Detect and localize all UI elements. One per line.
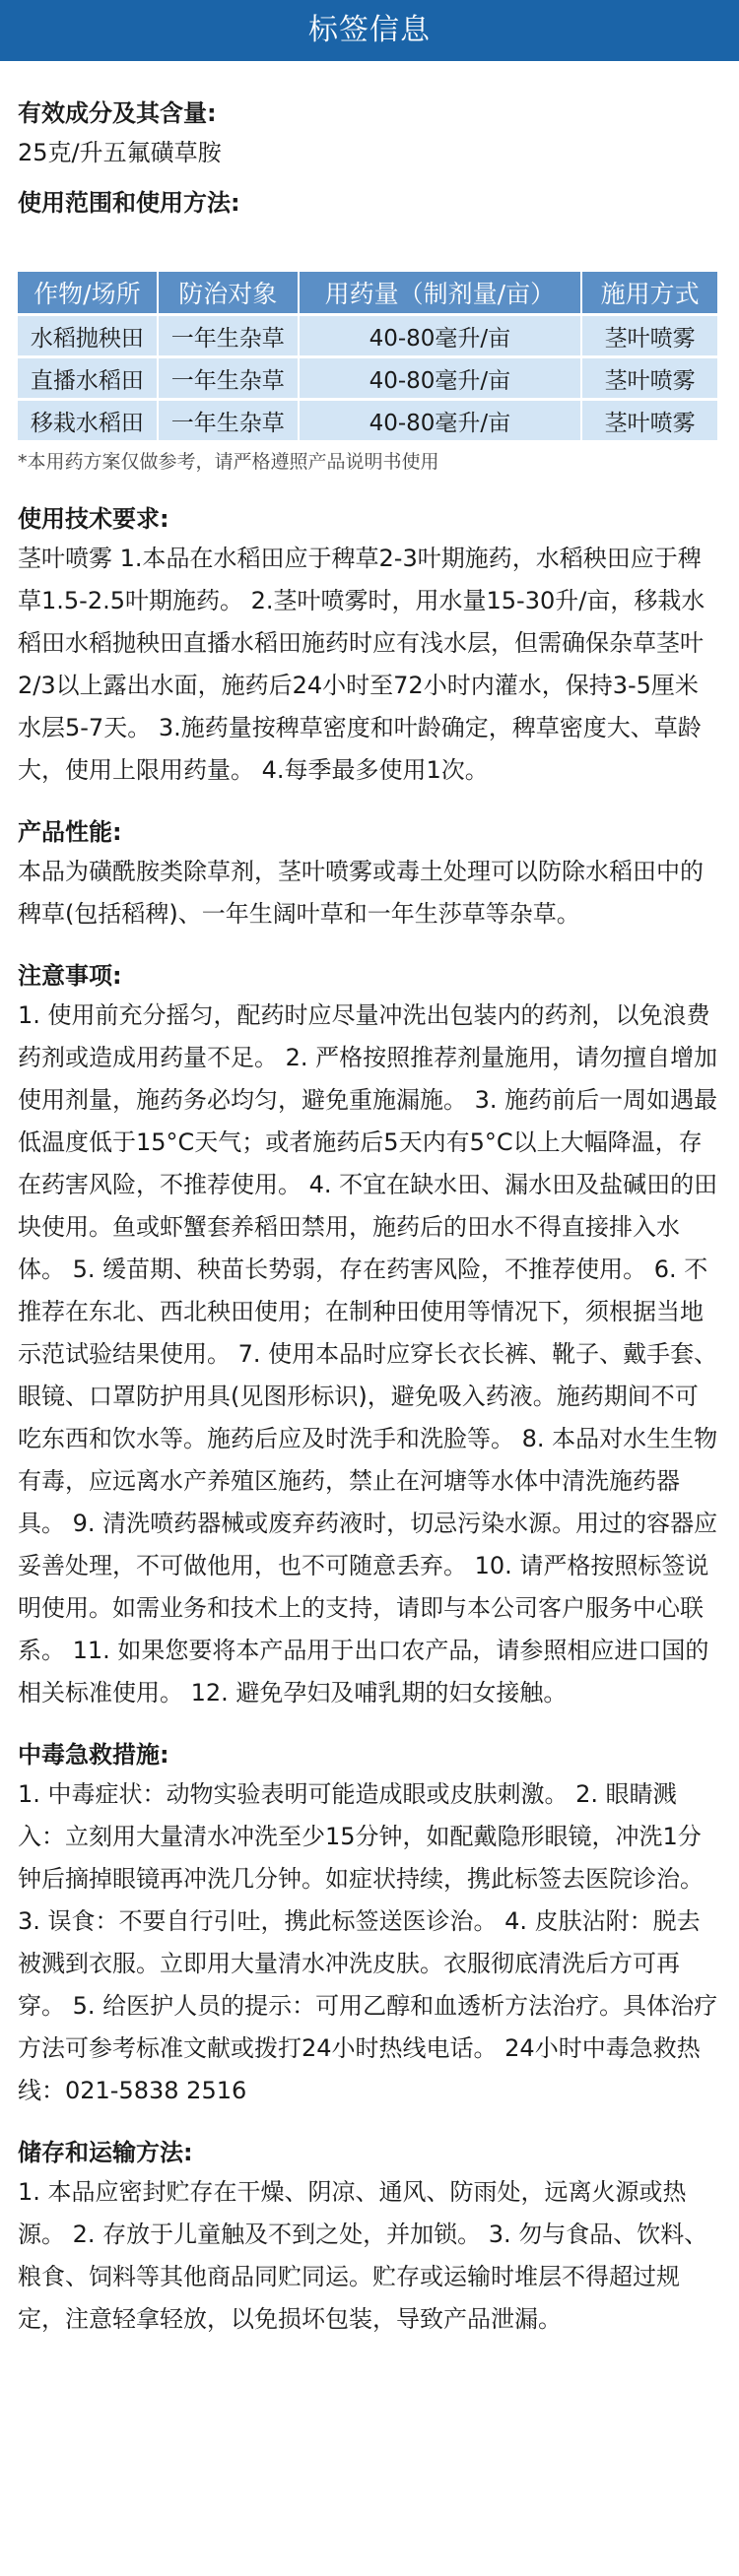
section-usage xyxy=(18,184,721,479)
performance-title: 产品性能: xyxy=(18,818,122,846)
table-cell-crop: 水稻抛秧田 xyxy=(18,316,157,355)
usage-title: 使用范围和使用方法: xyxy=(18,189,240,217)
precautions-title: 注意事项: xyxy=(18,962,122,990)
section-precautions xyxy=(18,957,721,1714)
table-cell-method: 茎叶喷雾 xyxy=(582,401,717,440)
table-cell-target: 一年生杂草 xyxy=(159,401,298,440)
label-content xyxy=(0,61,739,2341)
table-cell-dosage: 40-80毫升/亩 xyxy=(300,316,581,355)
column-header-dosage: 用药量（制剂量/亩） xyxy=(300,272,581,313)
table-cell-crop: 移栽水稻田 xyxy=(18,401,157,440)
usage-table xyxy=(16,269,719,443)
table-row xyxy=(18,401,717,440)
technique-title: 使用技术要求: xyxy=(18,505,169,533)
ingredient-title: 有效成分及其含量: xyxy=(18,99,217,127)
section-first-aid xyxy=(18,1736,721,2112)
table-cell-method: 茎叶喷雾 xyxy=(582,358,717,398)
table-cell-target: 一年生杂草 xyxy=(159,358,298,398)
header-title: 标签信息 xyxy=(308,13,431,47)
usage-note: *本用药方案仅做参考，请严格遵照产品说明书使用 xyxy=(18,451,439,473)
table-cell-dosage: 40-80毫升/亩 xyxy=(300,401,581,440)
storage-title: 储存和运输方法: xyxy=(18,2139,193,2166)
ingredient-value: 25克/升五氟磺草胺 xyxy=(18,139,222,166)
column-header-target: 防治对象 xyxy=(159,272,298,313)
precautions-text: 1. 使用前充分摇匀，配药时应尽量冲洗出包装内的药剂，以免浪费药剂或造成用药量不足。 2. 严格按照推荐剂量施用，请勿擅自增加使用剂量，施药务必均匀，避免重施漏施。 3. 施药前后一周如遇最低温度低于15°C天气；或者施药后5天内有5°C以上大幅降温，存在药害风险，不推荐使用。 4. 不宜在缺水田、漏水田及盐碱田的田块使用。鱼或虾蟹套养稻田禁用，施药后的田水不得直接排入水体。 5. 缓苗期、秧苗长势弱，存在药害风险，不推荐使用。 6. 不推荐在东北、西北秧田使用；在制种田使用等情况下，须根据当地示范试验结果使用。 7. 使用本品时应穿长衣长裤、靴子、戴手套、眼镜、口罩防护用具(见图形标识)，避免吸入药液。施药期间不可吃东西和饮水等。施药后应及时洗手和洗脸等。 8. 本品对水生生物有毒，应远离水产养殖区施药，禁止在河塘等水体中清洗施药器具。 9. 清洗喷药器械或废弃药液时，切忌污染水源。用过的容器应妥善处理，不可做他用，也不可随意丢弃。 10. 请严格按照标签说明使用。如需业务和技术上的支持，请即与本公司客户服务中心联系。 11. 如果您要将本产品用于出口农产品，请参照相应进口国的相关标准使用。 12. 避免孕妇及哺乳期的妇女接触。 xyxy=(18,1001,718,1707)
technique-text: 茎叶喷雾 1.本品在水稻田应于稗草2-3叶期施药，水稻秧田应于稗草1.5-2.5叶期施药。 2.茎叶喷雾时，用水量15-30升/亩，移栽水稻田水稻抛秧田直播水稻田施药时应有浅水层，但需确保杂草茎叶2/3以上露出水面，施药后24小时至72小时内灌水，保持3-5厘米水层5-7天。 3.施药量按稗草密度和叶龄确定，稗草密度大、草龄大，使用上限用药量。 4.每季最多使用1次。 xyxy=(18,545,705,784)
storage-text: 1. 本品应密封贮存在干燥、阴凉、通风、防雨处，远离火源或热源。 2. 存放于儿童触及不到之处，并加锁。 3. 勿与食品、饮料、粮食、饲料等其他商品同贮同运。贮存或运输时堆层不得超过规定，注意轻拿轻放，以免损坏包装，导致产品泄漏。 xyxy=(18,2178,708,2333)
section-technique xyxy=(18,500,721,792)
performance-text: 本品为磺酰胺类除草剂，茎叶喷雾或毒土处理可以防除水稻田中的稗草(包括稻稗)、一年生阔叶草和一年生莎草等杂草。 xyxy=(18,858,704,928)
table-row xyxy=(18,316,717,355)
section-storage xyxy=(18,2134,721,2341)
column-header-crop: 作物/场所 xyxy=(18,272,157,313)
first-aid-title: 中毒急救措施: xyxy=(18,1741,169,1769)
table-cell-dosage: 40-80毫升/亩 xyxy=(300,358,581,398)
page-header xyxy=(0,0,739,61)
section-performance xyxy=(18,813,721,935)
section-ingredient xyxy=(18,95,721,174)
table-cell-method: 茎叶喷雾 xyxy=(582,316,717,355)
first-aid-text: 1. 中毒症状：动物实验表明可能造成眼或皮肤刺激。 2. 眼睛溅入：立刻用大量清水冲洗至少15分钟，如配戴隐形眼镜，冲洗1分钟后摘掉眼镜再冲洗几分钟。如症状持续，携此标签去医院诊治。 3. 误食：不要自行引吐，携此标签送医诊治。 4. 皮肤沾附：脱去被溅到衣服。立即用大量清水冲洗皮肤。衣服彻底清洗后方可再穿。 5. 给医护人员的提示：可用乙醇和血透析方法治疗。具体治疗方法可参考标准文献或拨打24小时热线电话。 24小时中毒急救热线：021-5838 2516 xyxy=(18,1780,718,2104)
table-cell-crop: 直播水稻田 xyxy=(18,358,157,398)
table-cell-target: 一年生杂草 xyxy=(159,316,298,355)
table-row xyxy=(18,358,717,398)
column-header-method: 施用方式 xyxy=(582,272,717,313)
table-header-row xyxy=(18,272,717,313)
